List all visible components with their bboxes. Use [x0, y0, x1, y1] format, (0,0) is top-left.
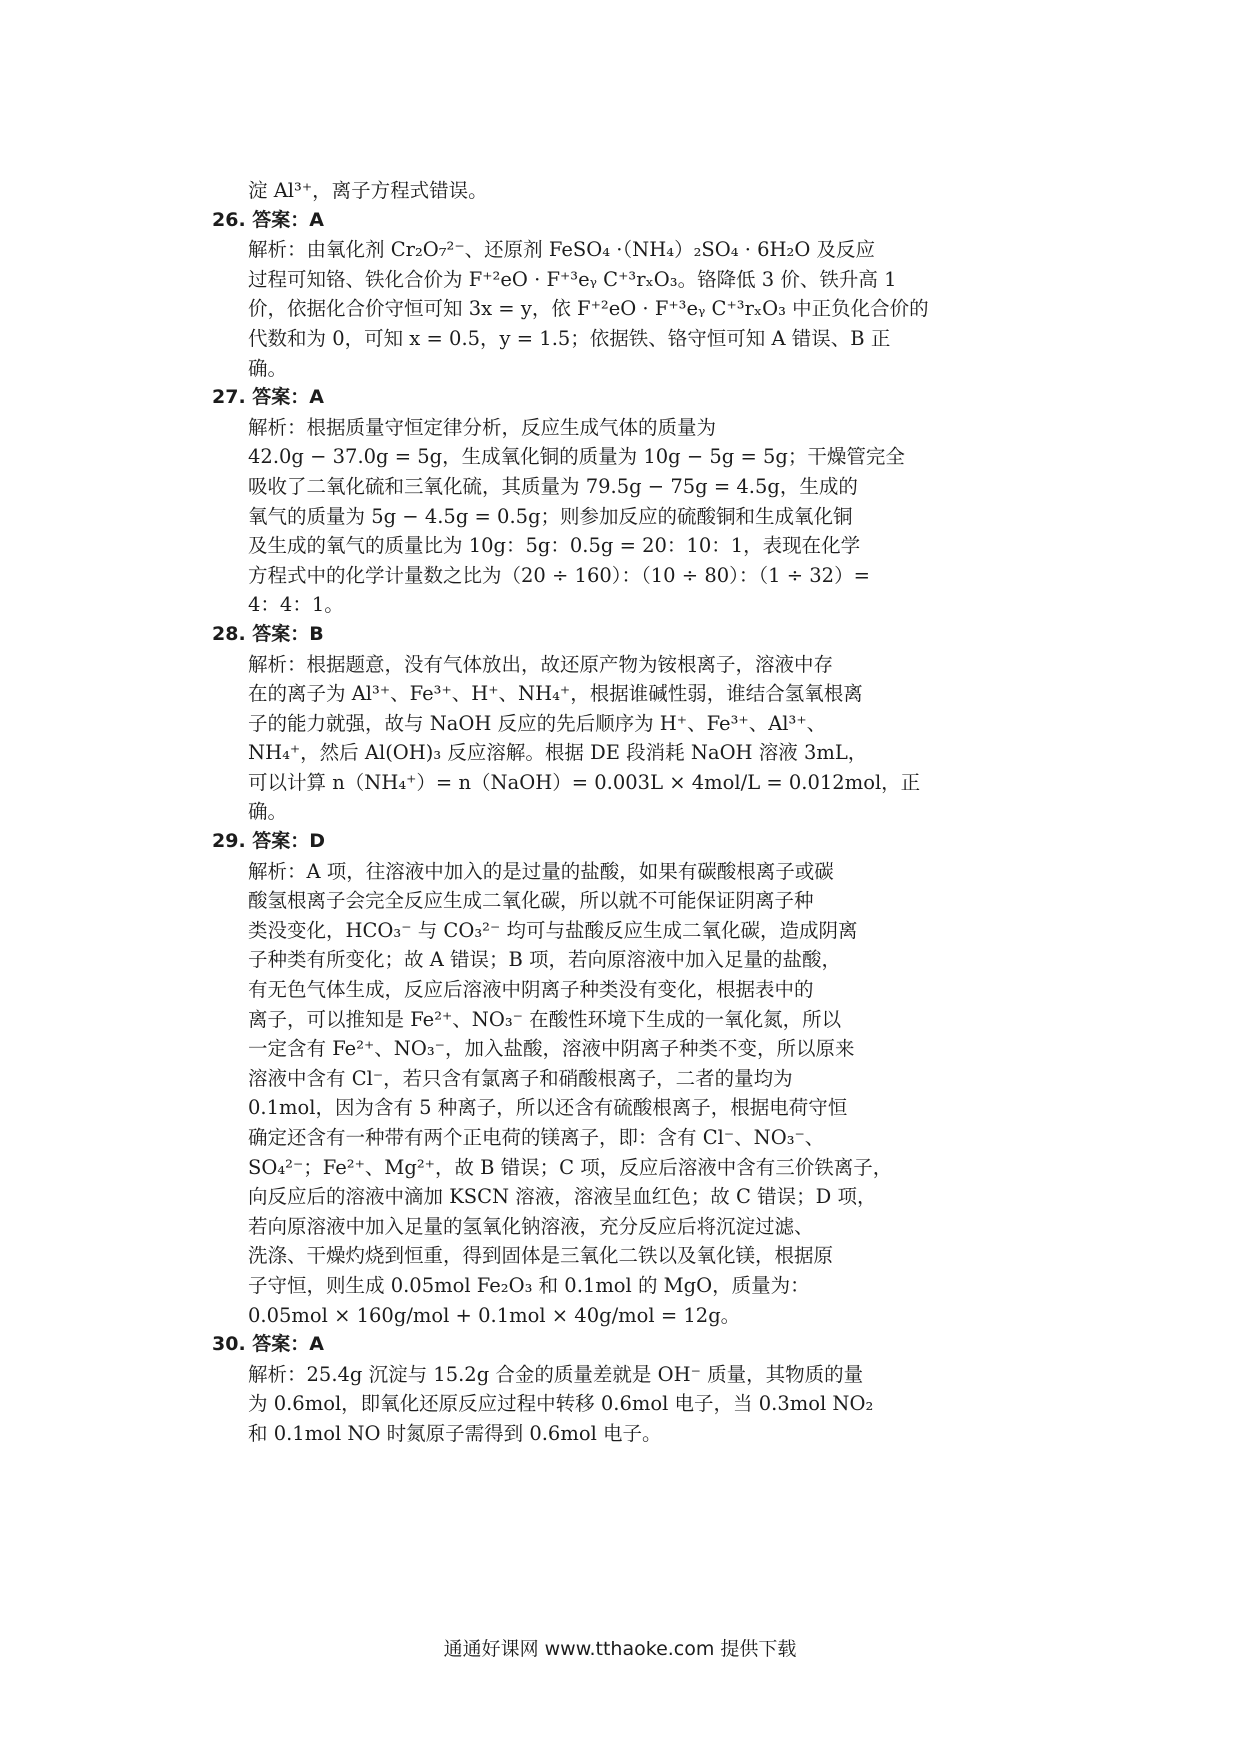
question-answer-heading: 26. 答案：A [212, 208, 324, 231]
text-line: 向反应后的溶液中滴加 KSCN 溶液，溶液呈血红色；故 C 错误；D 项， [248, 1185, 877, 1209]
text-line: 有无色气体生成，反应后溶液中阴离子种类没有变化，根据表中的 [248, 978, 814, 1002]
text-line: 可以计算 n（NH₄⁺）= n（NaOH）= 0.003L × 4mol/L = 0.012mol，正 [248, 770, 921, 794]
text-line: 0.05mol × 160g/mol + 0.1mol × 40g/mol = 12g。 [248, 1303, 741, 1327]
text-line: 4：4：1。 [248, 593, 344, 617]
question-answer-heading: 29. 答案：D [212, 830, 326, 853]
question-answer-heading: 30. 答案：A [212, 1333, 324, 1356]
text-line: 吸收了二氧化硫和三氧化硫，其质量为 79.5g − 75g = 4.5g，生成的 [248, 474, 858, 498]
text-line: NH₄⁺，然后 Al(OH)₃ 反应溶解。根据 DE 段消耗 NaOH 溶液 3mL， [248, 741, 868, 765]
text-line: 子守恒，则生成 0.05mol Fe₂O₃ 和 0.1mol 的 MgO，质量为： [248, 1273, 810, 1297]
text-line: 为 0.6mol，即氧化还原反应过程中转移 0.6mol 电子，当 0.3mol NO₂ [248, 1392, 874, 1416]
text-line: 子的能力就强，故与 NaOH 反应的先后顺序为 H⁺、Fe³⁺、Al³⁺、 [248, 711, 827, 735]
text-line: 氧气的质量为 5g − 4.5g = 0.5g；则参加反应的硫酸铜和生成氧化铜 [248, 504, 853, 528]
page-footer: 通通好课网 www.tthaoke.com 提供下载 [443, 1638, 797, 1660]
text-line: 溶液中含有 Cl⁻，若只含有氯离子和硝酸根离子，二者的量均为 [248, 1066, 793, 1090]
question-answer-heading: 27. 答案：A [212, 386, 324, 409]
text-line: 解析：由氧化剂 Cr₂O₇²⁻、还原剂 FeSO₄ ·（NH₄）₂SO₄ · 6H₂O 及反应 [248, 238, 876, 262]
text-line: 解析：根据质量守恒定律分析，反应生成气体的质量为 [248, 415, 717, 439]
text-line: 类没变化，HCO₃⁻ 与 CO₃²⁻ 均可与盐酸反应生成二氧化碳，造成阴离 [248, 918, 858, 942]
text-line: 方程式中的化学计量数之比为（20 ÷ 160）：（10 ÷ 80）：（1 ÷ 32）= [248, 563, 870, 587]
text-line: 解析：根据题意，没有气体放出，故还原产物为铵根离子，溶液中存 [248, 652, 834, 676]
text-line: 确。 [248, 800, 288, 824]
text-line: 解析：A 项，往溶液中加入的是过量的盐酸，如果有碳酸根离子或碳 [248, 859, 834, 883]
text-line: 离子，可以推知是 Fe²⁺、NO₃⁻ 在酸性环境下生成的一氧化氮，所以 [248, 1007, 842, 1031]
text-line: 洗涤、干燥灼烧到恒重，得到固体是三氧化二铁以及氧化镁，根据原 [248, 1244, 834, 1268]
text-line: SO₄²⁻；Fe²⁺、Mg²⁺，故 B 错误；C 项，反应后溶液中含有三价铁离子， [248, 1155, 893, 1179]
text-line: 淀 Al³⁺，离子方程式错误。 [248, 179, 488, 202]
text-line: 确。 [248, 356, 288, 380]
text-line: 代数和为 0，可知 x = 0.5，y = 1.5；依据铁、铬守恒可知 A 错误、B 正 [248, 326, 891, 350]
text-line: 一定含有 Fe²⁺、NO₃⁻，加入盐酸，溶液中阴离子种类不变，所以原来 [248, 1037, 855, 1061]
text-line: 确定还含有一种带有两个正电荷的镁离子，即：含有 Cl⁻、NO₃⁻、 [248, 1126, 825, 1149]
text-line: 在的离子为 Al³⁺、Fe³⁺、H⁺、NH₄⁺，根据谁碱性弱，谁结合氢氧根离 [248, 682, 863, 706]
text-line: 及生成的氧气的质量比为 10g：5g：0.5g = 20：10：1，表现在化学 [248, 534, 861, 558]
text-line: 若向原溶液中加入足量的氢氧化钠溶液，充分反应后将沉淀过滤、 [248, 1214, 814, 1238]
text-line: 价，依据化合价守恒可知 3x = y，依 F⁺²eO · F⁺³eᵧ C⁺³rₓO₃ 中正负化合价的 [248, 297, 929, 321]
text-line: 42.0g − 37.0g = 5g，生成氧化铜的质量为 10g − 5g = 5g；干燥管完全 [248, 445, 905, 469]
text-line: 和 0.1mol NO 时氮原子需得到 0.6mol 电子。 [248, 1421, 662, 1445]
text-line: 过程可知铬、铁化合价为 F⁺²eO · F⁺³eᵧ C⁺³rₓO₃。铬降低 3 价、铁升高 1 [248, 267, 897, 291]
answer-explanations [212, 176, 929, 1449]
text-line: 子种类有所变化；故 A 错误；B 项，若向原溶液中加入足量的盐酸， [248, 948, 842, 972]
question-answer-heading: 28. 答案：B [212, 622, 324, 645]
text-line: 解析：25.4g 沉淀与 15.2g 合金的质量差就是 OH⁻ 质量，其物质的量 [248, 1362, 864, 1386]
text-line: 酸氢根离子会完全反应生成二氧化碳，所以就不可能保证阴离子种 [248, 889, 814, 913]
text-line: 0.1mol，因为含有 5 种离子，所以还含有硫酸根离子，根据电荷守恒 [248, 1096, 848, 1120]
